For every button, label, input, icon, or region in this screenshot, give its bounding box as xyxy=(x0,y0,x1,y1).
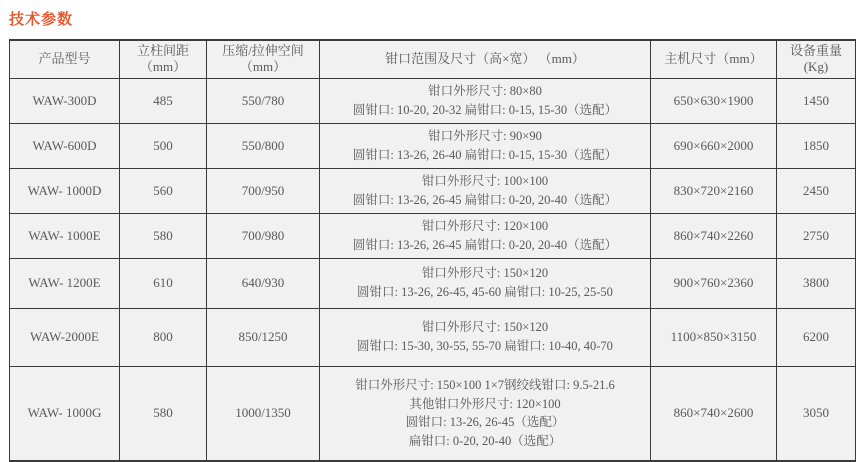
machine-size-cell: 1100×850×3150 xyxy=(651,308,777,366)
header-column-spacing-label: 立柱间距 xyxy=(136,43,189,58)
header-machine-size-label: 主机尺寸（mm） xyxy=(664,51,763,67)
jaw-detail-line: 圆钳口: 13-26, 26-45, 45-60 扁钳口: 10-25, 25-50 xyxy=(357,285,613,299)
header-compression-space xyxy=(207,40,320,78)
model-cell: WAW- 1200E xyxy=(10,258,120,308)
column-spacing-cell: 580 xyxy=(120,213,207,258)
jaw-flat-line: 扁钳口: 0-20, 20-40（选配） xyxy=(408,434,562,448)
table-row xyxy=(10,308,856,366)
column-spacing-cell: 800 xyxy=(120,308,207,366)
jaw-detail-line: 圆钳口: 13-26, 26-45 扁钳口: 0-20, 20-40（选配） xyxy=(352,192,618,207)
header-model-label: 产品型号 xyxy=(38,51,91,67)
table-row xyxy=(10,258,856,308)
machine-size-cell: 690×660×2000 xyxy=(651,123,777,168)
jaw-size-line: 钳口外形尺寸: 150×100 1×7钢绞线钳口: 9.5-21.6 xyxy=(355,377,615,392)
machine-size-cell: 830×720×2160 xyxy=(651,168,777,213)
compression-space-cell: 850/1250 xyxy=(207,308,320,366)
compression-space-cell: 700/980 xyxy=(207,213,320,258)
jaw-detail-line: 圆钳口: 10-20, 20-32 扁钳口: 0-15, 15-30（选配） xyxy=(352,102,618,117)
header-row xyxy=(10,40,856,78)
jaw-size-line: 钳口外形尺寸: 80×80 xyxy=(428,83,542,98)
jaw-detail-line: 圆钳口: 13-26, 26-45 扁钳口: 0-20, 20-40（选配） xyxy=(352,237,618,252)
jaw-size-line: 钳口外形尺寸: 150×120 xyxy=(421,266,549,281)
jaw-range-cell xyxy=(320,366,651,461)
weight-cell: 3050 xyxy=(777,366,856,461)
weight-cell: 6200 xyxy=(777,308,856,366)
jaw-size-line: 钳口外形尺寸: 150×120 xyxy=(421,320,549,335)
header-column-spacing xyxy=(120,40,207,78)
jaw-range-cell xyxy=(320,213,651,258)
column-spacing-cell: 610 xyxy=(120,258,207,308)
header-compression-space-label: 压缩/拉伸空间 xyxy=(222,43,304,58)
model-cell: WAW-600D xyxy=(10,123,120,168)
column-spacing-cell: 500 xyxy=(120,123,207,168)
jaw-round-line: 圆钳口: 13-26, 26-45（选配） xyxy=(405,415,565,430)
model-cell: WAW-300D xyxy=(10,78,120,123)
machine-size-cell: 650×630×1900 xyxy=(651,78,777,123)
column-spacing-cell: 485 xyxy=(120,78,207,123)
compression-space-cell: 700/950 xyxy=(207,168,320,213)
jaw-detail-line: 圆钳口: 13-26, 26-40 扁钳口: 0-15, 15-30（选配） xyxy=(352,147,618,162)
header-compression-space-unit: （mm） xyxy=(239,59,287,75)
machine-size-cell: 860×740×2260 xyxy=(651,213,777,258)
header-machine-size xyxy=(651,40,777,78)
header-jaw-range xyxy=(320,40,651,78)
jaw-detail-line: 圆钳口: 15-30, 30-55, 55-70 扁钳口: 10-40, 40-70 xyxy=(357,339,613,353)
compression-space-cell: 550/780 xyxy=(207,78,320,123)
jaw-range-cell xyxy=(320,258,651,308)
table-row xyxy=(10,366,856,461)
jaw-size-line: 钳口外形尺寸: 90×90 xyxy=(428,128,542,143)
jaw-range-cell xyxy=(320,78,651,123)
model-cell: WAW- 1000G xyxy=(10,366,120,461)
header-column-spacing-unit: （mm） xyxy=(139,59,187,75)
header-weight-label: 设备重量 xyxy=(789,43,842,58)
table-row xyxy=(10,78,856,123)
header-weight xyxy=(777,40,856,78)
jaw-range-cell xyxy=(320,308,651,366)
compression-space-cell: 640/930 xyxy=(207,258,320,308)
column-spacing-cell: 560 xyxy=(120,168,207,213)
model-cell: WAW- 1000D xyxy=(10,168,120,213)
weight-cell: 1850 xyxy=(777,123,856,168)
model-cell: WAW-2000E xyxy=(10,308,120,366)
weight-cell: 2450 xyxy=(777,168,856,213)
jaw-size-line: 钳口外形尺寸: 120×100 xyxy=(421,218,549,233)
compression-space-cell: 550/800 xyxy=(207,123,320,168)
header-model xyxy=(10,40,120,78)
weight-cell: 1450 xyxy=(777,78,856,123)
page-title: 技术参数 xyxy=(9,11,74,28)
weight-cell: 2750 xyxy=(777,213,856,258)
jaw-range-cell xyxy=(320,123,651,168)
table-row xyxy=(10,213,856,258)
jaw-range-cell xyxy=(320,168,651,213)
machine-size-cell: 900×760×2360 xyxy=(651,258,777,308)
table-row xyxy=(10,123,856,168)
weight-cell: 3800 xyxy=(777,258,856,308)
jaw-size-line: 钳口外形尺寸: 100×100 xyxy=(421,173,549,188)
compression-space-cell: 1000/1350 xyxy=(207,366,320,461)
header-jaw-range-label: 钳口范围及尺寸（高×宽） （mm） xyxy=(385,51,585,67)
jaw-other-size-line: 其他钳口外形尺寸: 120×100 xyxy=(409,396,561,411)
table-row xyxy=(10,168,856,213)
machine-size-cell: 860×740×2600 xyxy=(651,366,777,461)
spec-table xyxy=(9,39,856,462)
model-cell: WAW- 1000E xyxy=(10,213,120,258)
column-spacing-cell: 580 xyxy=(120,366,207,461)
header-weight-unit: (Kg) xyxy=(803,59,829,75)
